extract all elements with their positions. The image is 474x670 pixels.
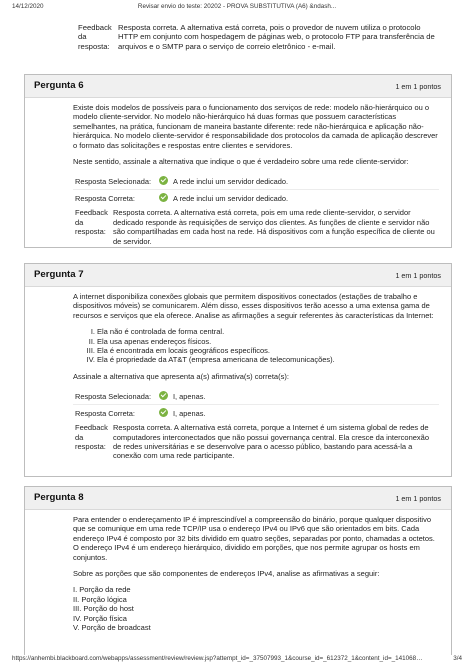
check-icon: [159, 391, 168, 400]
correct-answer-label: Resposta Correta:: [75, 409, 135, 419]
correct-answer-value: I, apenas.: [173, 409, 206, 419]
selected-answer-label: Resposta Selecionada:: [75, 177, 152, 187]
statement-item: V. Porção de broadcast: [73, 623, 151, 633]
question-body: [73, 292, 439, 461]
question-body: [73, 103, 439, 246]
previous-feedback: [78, 23, 440, 63]
feedback-label: Feedback da resposta:: [75, 423, 108, 452]
print-footer: [12, 655, 462, 667]
statement-list: [73, 327, 439, 365]
question-points: 1 em 1 pontos: [395, 494, 441, 503]
question-body: [73, 515, 439, 632]
question-header: [25, 264, 451, 287]
feedback-text: Resposta correta. A alternativa está correta, pois em uma rede cliente-servidor, o servidor dedicado responde às requisições de serviço dos clientes. As funções de cliente e servidor não são compartilhadas em cada host na rede. Há dispositivos com a função específica de cliente ou de servidor.: [113, 208, 435, 246]
question-header: [25, 75, 451, 98]
print-page-number: 3/4: [453, 655, 462, 662]
statement-item: II. Porção lógica: [73, 594, 127, 604]
question-text: A internet disponibiliza conexões globais que permitem dispositivos conectados (estações de trabalho e dispositivos móveis) se comunicarem. Além disso, esses dispositivos terão acesso a uma extensa gama de recursos e serviços que ela oferece. Analise as afirmações a seguir referentes às características da Internet:: [73, 292, 434, 320]
print-url: https://anhembi.blackboard.com/webapps/assessment/review/review.jsp?attempt_id=_37507993_1&course_id=_612372_1&content_id=_141068…: [12, 655, 423, 662]
print-header: [12, 3, 462, 15]
correct-answer-value: A rede inclui um servidor dedicado.: [173, 194, 289, 204]
check-icon: [159, 176, 168, 185]
selected-answer-row: [73, 173, 439, 189]
correct-answer-row: [73, 189, 439, 206]
correct-answer-label: Resposta Correta:: [75, 194, 135, 204]
selected-answer-row: [73, 388, 439, 404]
statement-item: III. Porção do host: [73, 604, 134, 614]
question-header: [25, 487, 451, 510]
feedback-label: Feedback da resposta:: [78, 23, 112, 51]
selected-answer-value: A rede inclui um servidor dedicado.: [173, 177, 289, 187]
statement-item: I. Porção da rede: [73, 585, 131, 595]
question-text: Para entender o endereçamento IP é imprescindível a compreensão do binário, porque qualquer dispositivo que se comunique em uma rede TCP/IP usa o endereço IPv4 ou IPv6 que são orientados em bits. Cada endereço IPv4 é composto por 32 bits dividido em quatro seções, separadas por ponto, chamadas a octetos. O endereço IPv4 é um endereço hierárquico, dividido em porções, que nos permite agrupar os hosts em conjuntos.: [73, 515, 435, 562]
feedback-label: Feedback da resposta:: [75, 208, 108, 237]
statement-item: IV. Ela é propriedade da AT&T (empresa americana de telecomunicações).: [86, 355, 335, 365]
statement-item: III. Ela é encontrada em locais geográficos específicos.: [86, 346, 271, 356]
question-6: [24, 74, 452, 248]
question-points: 1 em 1 pontos: [395, 271, 441, 280]
question-title: Pergunta 6: [34, 80, 84, 91]
question-points: 1 em 1 pontos: [395, 82, 441, 91]
question-8: [24, 486, 452, 655]
statement-item: II. Ela usa apenas endereços físicos.: [88, 336, 212, 346]
statement-item: IV. Porção física: [73, 613, 127, 623]
feedback-row: [73, 423, 439, 461]
question-prompt: Assinale a alternativa que apresenta a(s) afirmativa(s) correta(s):: [73, 371, 289, 381]
feedback-text: Resposta correta. A alternativa está correta, porque a Internet é um sistema global de redes de computadores interconectados que não possui governança central. Ela cresce da interconexão de redes universitárias e se desenvolve para o acesso público, bastando para acessá-la a conexão com uma rede participante.: [113, 423, 430, 461]
question-title: Pergunta 7: [34, 269, 84, 280]
question-7: [24, 263, 452, 477]
answer-box: [73, 388, 439, 461]
print-title: Revisar envio do teste: 20202 - PROVA SUBSTITUTIVA (A6) &ndash...: [137, 3, 337, 10]
answer-box: [73, 173, 439, 246]
question-prompt: Neste sentido, assinale a alternativa que indique o que é verdadeiro sobre uma rede cliente-servidor:: [73, 157, 409, 167]
feedback-row: [73, 208, 439, 246]
question-prompt: Sobre as porções que são componentes de endereços IPv4, analise as afirmativas a seguir:: [73, 569, 380, 579]
selected-answer-label: Resposta Selecionada:: [75, 392, 152, 402]
question-text: Existe dois modelos de possíveis para o funcionamento dos serviços de rede: modelo não-hierárquico ou o modelo cliente-servidor. No modelo não-hierárquico há duas formas que possuem características semelhantes, na prática, funcionam de maneira bastante diferente: rede não-hierárquica e aplicação não-hierárquica. No modelo cliente-servidor é responsabilidade dos protocolos da camada de aplicação descrever o formato das solicitações e respostas entre clientes e servidores.: [73, 103, 438, 150]
statement-item: I. Ela não é controlada de forma central.: [90, 327, 225, 337]
print-date: 14/12/2020: [12, 3, 44, 10]
check-icon: [159, 408, 168, 417]
feedback-text: Resposta correta. A alternativa está correta, pois o provedor de nuvem utiliza o protocolo HTTP em conjunto com hospedagem de páginas web, o protocolo FTP para transferência de arquivos e o SMTP para o serviço de correio eletrônico - e-mail.: [118, 23, 435, 51]
statement-list: [73, 585, 439, 632]
question-title: Pergunta 8: [34, 492, 84, 503]
check-icon: [159, 193, 168, 202]
correct-answer-row: [73, 404, 439, 421]
selected-answer-value: I, apenas.: [173, 392, 206, 402]
